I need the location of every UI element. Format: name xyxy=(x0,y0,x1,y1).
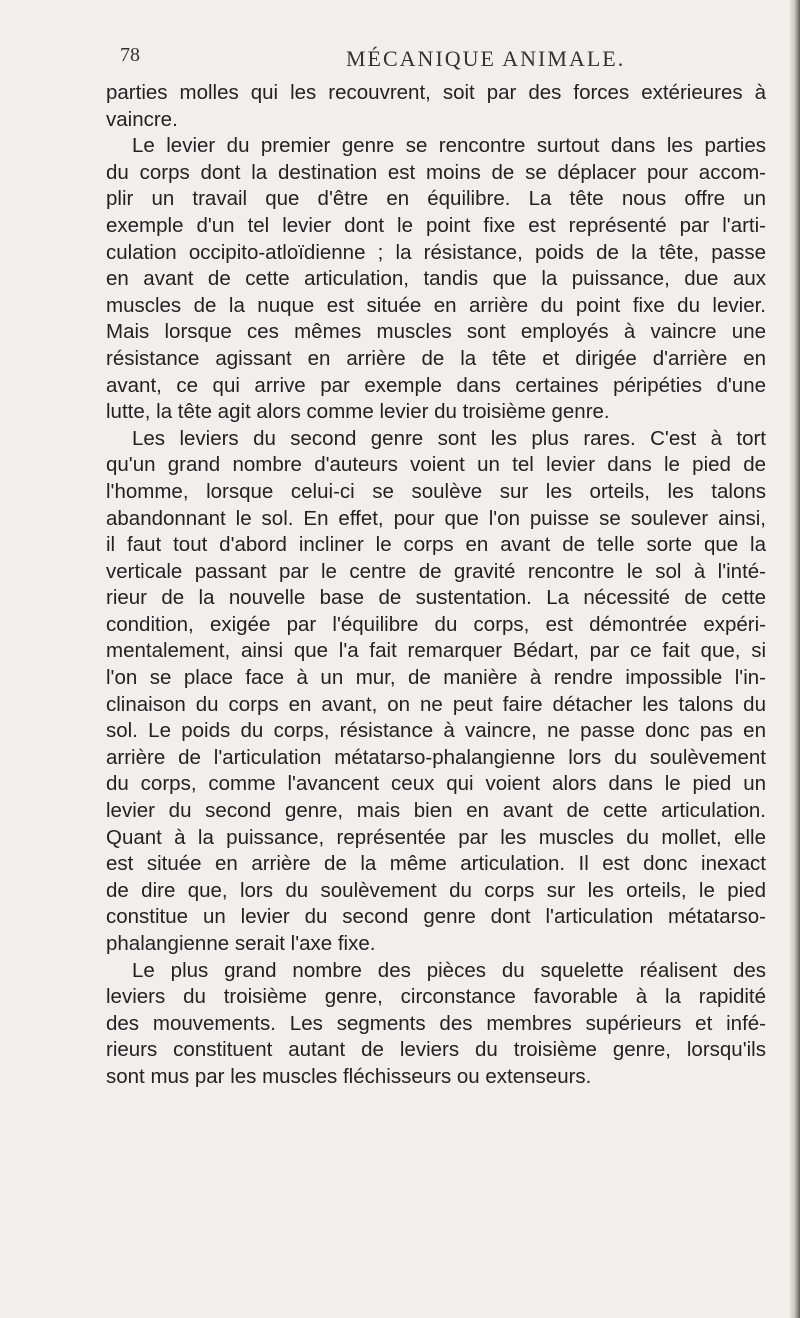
text-line: rieur de la nouvelle base de sustentation. La nécessité de cette xyxy=(106,586,766,610)
paragraph-4 xyxy=(106,958,766,1091)
text-line: verticale passant par le centre de gravité rencontre le sol à l'inté- xyxy=(106,559,766,583)
text-line: est située en arrière de la même articulation. Il est donc inexact xyxy=(106,852,766,876)
text-line: constitue un levier du second genre dont l'articulation métatarso- xyxy=(106,905,766,929)
text-line: avant, ce qui arrive par exemple dans certaines péripéties d'une xyxy=(106,373,766,397)
text-line: l'homme, lorsque celui-ci se soulève sur les orteils, les talons xyxy=(106,479,766,503)
text-line: résistance agissant en arrière de la tête et dirigée d'arrière en xyxy=(106,346,766,370)
paragraph-1 xyxy=(106,80,766,133)
text-line: qu'un grand nombre d'auteurs voient un tel levier dans le pied de xyxy=(106,453,766,477)
text-line: mentalement, ainsi que l'a fait remarquer Bédart, par ce fait que, si xyxy=(106,639,766,663)
running-title: MÉCANIQUE ANIMALE. xyxy=(346,46,626,71)
text-line: clinaison du corps en avant, on ne peut faire détacher les talons du xyxy=(106,692,766,716)
text-line: sont mus par les muscles fléchisseurs ou extenseurs. xyxy=(106,1064,592,1088)
text-line: culation occipito-atloïdienne ; la résistance, poids de la tête, passe xyxy=(106,240,766,264)
text-line: Le plus grand nombre des pièces du squelette réalisent des xyxy=(132,958,766,982)
text-line: du corps, comme l'avancent ceux qui voient alors dans le pied un xyxy=(106,772,766,796)
text-line: plir un travail que d'être en équilibre. La tête nous offre un xyxy=(106,187,766,211)
text-line: il faut tout d'abord incliner le corps en avant de telle sorte que la xyxy=(106,533,766,557)
text-line: rieurs constituent autant de leviers du troisième genre, lorsqu'ils xyxy=(106,1038,766,1062)
text-line: en avant de cette articulation, tandis que la puissance, due aux xyxy=(106,267,766,291)
text-line: leviers du troisième genre, circonstance favorable à la rapidité xyxy=(106,985,766,1009)
text-line: lutte, la tête agit alors comme levier du troisième genre. xyxy=(106,400,610,424)
text-line: du corps dont la destination est moins de se déplacer pour accom- xyxy=(106,160,766,184)
text-line: parties molles qui les recouvrent, soit par des forces extérieures à xyxy=(106,81,766,104)
paragraph-2 xyxy=(106,133,766,426)
text-line: condition, exigée par l'équilibre du corps, est démontrée expéri- xyxy=(106,612,766,636)
text-line: exemple d'un tel levier dont le point fixe est représenté par l'arti- xyxy=(106,213,766,237)
text-line: vaincre. xyxy=(106,107,178,131)
text-line: Le levier du premier genre se rencontre surtout dans les parties xyxy=(132,134,766,158)
text-line: Mais lorsque ces mêmes muscles sont employés à vaincre une xyxy=(106,320,766,344)
text-line: de dire que, lors du soulèvement du corps sur les orteils, le pied xyxy=(106,878,766,902)
text-line: levier du second genre, mais bien en avant de cette articulation. xyxy=(106,799,766,823)
page-header xyxy=(0,42,800,76)
text-line: l'on se place face à un mur, de manière à rendre impossible l'in- xyxy=(106,666,766,690)
paragraph-3 xyxy=(106,426,766,958)
page-edge-shadow xyxy=(790,0,800,1318)
text-line: Les leviers du second genre sont les plus rares. C'est à tort xyxy=(132,426,766,450)
body-text xyxy=(106,80,766,1091)
text-line: des mouvements. Les segments des membres supérieurs et infé- xyxy=(106,1011,766,1035)
text-line: muscles de la nuque est située en arrière du point fixe du levier. xyxy=(106,293,766,317)
text-line: abandonnant le sol. En effet, pour que l'on puisse se soulever ainsi, xyxy=(106,506,766,530)
text-line: arrière de l'articulation métatarso-phalangienne lors du soulèvement xyxy=(106,745,766,769)
text-line: sol. Le poids du corps, résistance à vaincre, ne passe donc pas en xyxy=(106,719,766,743)
page-number: 78 xyxy=(120,44,140,66)
text-line: phalangienne serait l'axe fixe. xyxy=(106,932,376,955)
text-line: Quant à la puissance, représentée par les muscles du mollet, elle xyxy=(106,825,766,849)
